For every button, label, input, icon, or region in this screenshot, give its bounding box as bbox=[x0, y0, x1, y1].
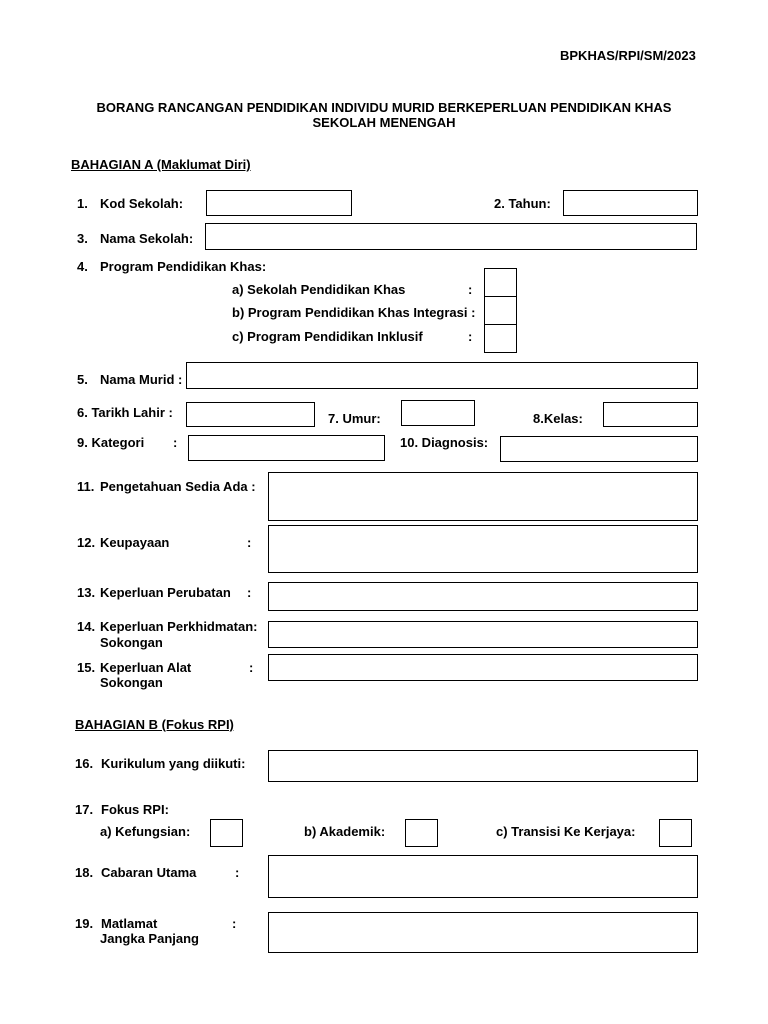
section-b-heading: BAHAGIAN B (Fokus RPI) bbox=[75, 717, 234, 732]
colon: : bbox=[468, 282, 473, 297]
nama-sekolah-label: Nama Sekolah: bbox=[100, 231, 194, 246]
keperluan-perkhidmatan-field[interactable] bbox=[268, 621, 698, 648]
field-13-number: 13. bbox=[77, 585, 96, 600]
field-18-number: 18. bbox=[75, 865, 94, 880]
matlamat-jangka-panjang-field[interactable] bbox=[268, 912, 698, 953]
field-15-number: 15. bbox=[77, 660, 96, 675]
field-5-number: 5. bbox=[77, 372, 88, 387]
field-3-number: 3. bbox=[77, 231, 88, 246]
tahun-field[interactable] bbox=[563, 190, 698, 216]
checkbox-program-inklusif[interactable] bbox=[484, 324, 517, 353]
colon: : bbox=[173, 435, 178, 450]
umur-label: 7. Umur: bbox=[328, 411, 381, 426]
colon: : bbox=[235, 865, 240, 880]
tahun-label: 2. Tahun: bbox=[494, 196, 551, 211]
cabaran-utama-field[interactable] bbox=[268, 855, 698, 898]
option-sekolah-pendidikan-khas-label: a) Sekolah Pendidikan Khas bbox=[232, 282, 406, 297]
field-14-number: 14. bbox=[77, 619, 96, 634]
keupayaan-field[interactable] bbox=[268, 525, 698, 573]
kategori-label: 9. Kategori bbox=[77, 435, 145, 450]
kelas-field[interactable] bbox=[603, 402, 698, 427]
field-19-number: 19. bbox=[75, 916, 94, 931]
keperluan-alat-label-line2: Sokongan bbox=[100, 675, 163, 690]
colon: : bbox=[468, 329, 473, 344]
pengetahuan-sedia-ada-field[interactable] bbox=[268, 472, 698, 521]
kurikulum-field[interactable] bbox=[268, 750, 698, 782]
keperluan-perubatan-field[interactable] bbox=[268, 582, 698, 611]
field-17-number: 17. bbox=[75, 802, 94, 817]
checkbox-akademik[interactable] bbox=[405, 819, 438, 847]
kod-sekolah-label: Kod Sekolah: bbox=[100, 196, 184, 211]
pengetahuan-sedia-ada-label: Pengetahuan Sedia Ada : bbox=[100, 479, 256, 494]
tarikh-lahir-field[interactable] bbox=[186, 402, 315, 427]
keperluan-perubatan-label: Keperluan Perubatan bbox=[100, 585, 231, 600]
form-title-line2: SEKOLAH MENENGAH bbox=[312, 115, 456, 130]
fokus-rpi-label: Fokus RPI: bbox=[101, 802, 169, 817]
field-16-number: 16. bbox=[75, 756, 94, 771]
transisi-ke-kerjaya-label: c) Transisi Ke Kerjaya: bbox=[496, 824, 636, 839]
kelas-label: 8.Kelas: bbox=[533, 411, 583, 426]
kurikulum-label: Kurikulum yang diikuti: bbox=[101, 756, 246, 771]
section-a-heading: BAHAGIAN A (Maklumat Diri) bbox=[71, 157, 251, 172]
checkbox-program-integrasi[interactable] bbox=[484, 296, 517, 326]
keperluan-perkhidmatan-label: Keperluan Perkhidmatan: bbox=[100, 619, 258, 634]
colon: : bbox=[247, 585, 252, 600]
form-title-line1: BORANG RANCANGAN PENDIDIKAN INDIVIDU MURID BERKEPERLUAN PENDIDIKAN KHAS bbox=[96, 100, 672, 115]
kefungsian-label: a) Kefungsian: bbox=[100, 824, 191, 839]
umur-field[interactable] bbox=[401, 400, 475, 426]
nama-murid-field[interactable] bbox=[186, 362, 698, 389]
kategori-field[interactable] bbox=[188, 435, 385, 461]
option-program-integrasi-label: b) Program Pendidikan Khas Integrasi : bbox=[232, 305, 476, 320]
nama-murid-label: Nama Murid : bbox=[100, 372, 183, 387]
checkbox-kefungsian[interactable] bbox=[210, 819, 243, 847]
field-1-number: 1. bbox=[77, 196, 88, 211]
field-12-number: 12. bbox=[77, 535, 96, 550]
form-code: BPKHAS/RPI/SM/2023 bbox=[560, 48, 696, 63]
program-pendidikan-khas-label: Program Pendidikan Khas: bbox=[100, 259, 267, 274]
field-4-number: 4. bbox=[77, 259, 88, 274]
field-11-number: 11. bbox=[77, 479, 95, 494]
checkbox-transisi-ke-kerjaya[interactable] bbox=[659, 819, 692, 847]
colon: : bbox=[232, 916, 237, 931]
option-program-inklusif-label: c) Program Pendidikan Inklusif bbox=[232, 329, 423, 344]
keperluan-perkhidmatan-label-line2: Sokongan bbox=[100, 635, 163, 650]
keupayaan-label: Keupayaan bbox=[100, 535, 170, 550]
kod-sekolah-field[interactable] bbox=[206, 190, 352, 216]
akademik-label: b) Akademik: bbox=[304, 824, 386, 839]
nama-sekolah-field[interactable] bbox=[205, 223, 697, 250]
keperluan-alat-label: Keperluan Alat bbox=[100, 660, 192, 675]
matlamat-label-line2: Jangka Panjang bbox=[100, 931, 199, 946]
keperluan-alat-field[interactable] bbox=[268, 654, 698, 681]
diagnosis-field[interactable] bbox=[500, 436, 698, 462]
colon: : bbox=[249, 660, 254, 675]
tarikh-lahir-label: 6. Tarikh Lahir : bbox=[77, 405, 173, 420]
matlamat-label: Matlamat bbox=[101, 916, 158, 931]
cabaran-utama-label: Cabaran Utama bbox=[101, 865, 197, 880]
diagnosis-label: 10. Diagnosis: bbox=[400, 435, 489, 450]
colon: : bbox=[247, 535, 252, 550]
checkbox-sekolah-pendidikan-khas[interactable] bbox=[484, 268, 517, 298]
